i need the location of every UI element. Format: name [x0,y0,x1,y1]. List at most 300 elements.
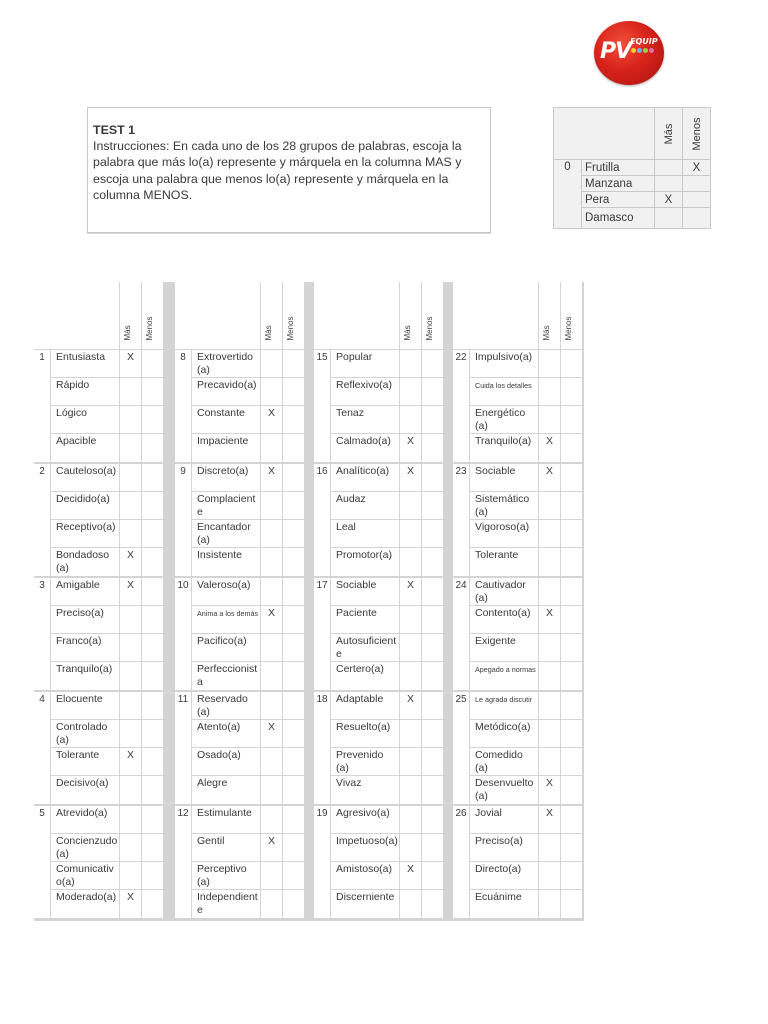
example-menos-cell[interactable] [683,176,711,192]
group-number: 8 [175,350,191,462]
word-label: Le agrada discutir [470,692,538,719]
mas-cell[interactable]: X [261,464,282,491]
word-label: Preciso(a) [51,606,119,633]
mas-cell[interactable] [400,834,421,861]
mas-cell[interactable] [261,662,282,690]
word-label: Independiente [192,890,260,918]
example-header-blank [554,108,655,160]
menos-cell[interactable] [142,350,163,377]
group-number: 24 [453,578,469,690]
word-label: Lógico [51,406,119,433]
menos-cell[interactable] [561,350,582,377]
word-label: Sociable [470,464,538,491]
example-word: Manzana [582,176,655,192]
mas-cell[interactable] [261,634,282,661]
word-label: Vigoroso(a) [470,520,538,547]
group-number: 18 [314,692,330,804]
mas-cell[interactable] [120,720,141,747]
header-mas [261,282,282,349]
menos-cell[interactable] [561,834,582,861]
word-label: Cautivador (a) [470,578,538,605]
menos-cell[interactable] [142,806,163,833]
mas-cell[interactable] [120,662,141,690]
mas-cell[interactable] [120,520,141,547]
word-label: Atento(a) [192,720,260,747]
mas-cell[interactable] [261,492,282,519]
word-label: Bondadoso (a) [51,548,119,576]
menos-cell[interactable] [422,464,443,491]
mas-cell[interactable] [120,606,141,633]
word-label: Valeroso(a) [192,578,260,605]
mas-cell[interactable] [120,806,141,833]
word-label: Tranquilo(a) [51,662,119,690]
menos-cell[interactable] [283,464,304,491]
menos-cell[interactable] [561,748,582,775]
menos-cell[interactable] [422,834,443,861]
mas-cell[interactable] [261,520,282,547]
mas-cell[interactable] [400,548,421,576]
word-label: Pacifico(a) [192,634,260,661]
group-number: 19 [314,806,330,918]
group-number: 11 [175,692,191,804]
menos-cell[interactable] [561,806,582,833]
header-label: Más [263,325,273,341]
menos-cell[interactable] [422,406,443,433]
word-label: Osado(a) [192,748,260,775]
mas-cell[interactable] [400,350,421,377]
menos-cell[interactable] [422,776,443,804]
menos-cell[interactable] [561,606,582,633]
mas-cell[interactable] [120,862,141,889]
menos-cell[interactable] [142,834,163,861]
example-menos-cell[interactable]: X [683,160,711,176]
group-number: 25 [453,692,469,804]
menos-cell[interactable] [422,350,443,377]
logo-dot [631,48,636,53]
menos-cell[interactable] [283,748,304,775]
menos-cell[interactable] [422,548,443,576]
mas-cell[interactable] [400,606,421,633]
word-label: Reflexivo(a) [331,378,399,405]
menos-cell[interactable] [422,662,443,690]
example-header-mas: Más [655,108,683,160]
menos-cell[interactable] [561,378,582,405]
menos-cell[interactable] [283,862,304,889]
word-label: Alegre [192,776,260,804]
menos-cell[interactable] [561,578,582,605]
menos-cell[interactable] [142,464,163,491]
word-label: Vivaz [331,776,399,804]
word-label: Discerniente [331,890,399,918]
mas-cell[interactable] [539,834,560,861]
mas-cell[interactable] [261,578,282,605]
mas-cell[interactable] [539,692,560,719]
mas-cell[interactable]: X [539,464,560,491]
mas-cell[interactable] [120,434,141,462]
header-menos [422,282,443,349]
group-number: 16 [314,464,330,576]
word-label: Impetuoso(a) [331,834,399,861]
word-label: Jovial [470,806,538,833]
menos-cell[interactable] [422,520,443,547]
group-number: 1 [34,350,50,462]
example-menos-cell[interactable] [683,192,711,208]
mas-cell[interactable] [120,378,141,405]
menos-cell[interactable] [561,692,582,719]
mas-cell[interactable] [539,662,560,690]
mas-cell[interactable] [539,406,560,433]
group-number: 9 [175,464,191,576]
word-label: Entusiasta [51,350,119,377]
menos-cell[interactable] [283,776,304,804]
mas-cell[interactable]: X [120,548,141,576]
word-label: Leal [331,520,399,547]
mas-cell[interactable]: X [539,776,560,804]
word-label: Estimulante [192,806,260,833]
mas-cell[interactable] [539,548,560,576]
group-number: 12 [175,806,191,918]
mas-cell[interactable] [400,748,421,775]
menos-cell[interactable] [561,492,582,519]
menos-cell[interactable] [283,662,304,690]
word-label: Receptivo(a) [51,520,119,547]
menos-cell[interactable] [283,606,304,633]
word-label: Decisivo(a) [51,776,119,804]
word-label: Perfeccionista [192,662,260,690]
mas-cell[interactable] [261,350,282,377]
word-label: Anima a los demás [192,606,260,633]
group-number: 22 [453,350,469,462]
logo-dot [643,48,648,53]
menos-cell[interactable] [422,434,443,462]
word-label: Insistente [192,548,260,576]
answer-grid [34,282,584,921]
header-label: Menos [424,316,434,341]
menos-cell[interactable] [283,434,304,462]
word-label: Cuida los detalles [470,378,538,405]
word-label: Rápido [51,378,119,405]
word-label: Tenaz [331,406,399,433]
mas-cell[interactable] [539,492,560,519]
mas-cell[interactable]: X [400,692,421,719]
example-mas-cell[interactable] [655,160,683,176]
instructions-box [87,107,491,233]
mas-cell[interactable] [539,748,560,775]
mas-cell[interactable]: X [539,606,560,633]
word-label: Contento(a) [470,606,538,633]
menos-cell[interactable] [422,692,443,719]
mas-cell[interactable]: X [120,350,141,377]
menos-cell[interactable] [561,862,582,889]
menos-cell[interactable] [561,720,582,747]
word-label: Complaciente [192,492,260,519]
header-menos [283,282,304,349]
word-label: Tranquilo(a) [470,434,538,462]
mas-cell[interactable] [261,434,282,462]
menos-cell[interactable] [422,492,443,519]
word-label: Apegado a normas [470,662,538,690]
word-label: Tolerante [470,548,538,576]
word-label: Impulsivo(a) [470,350,538,377]
example-mas-cell[interactable] [655,208,683,229]
word-label: Prevenido (a) [331,748,399,775]
mas-cell[interactable] [120,464,141,491]
menos-cell[interactable] [561,662,582,690]
mas-cell[interactable]: X [120,578,141,605]
menos-cell[interactable] [561,464,582,491]
word-label: Sistemático(a) [470,492,538,519]
mas-cell[interactable] [120,834,141,861]
menos-cell[interactable] [422,378,443,405]
menos-cell[interactable] [142,634,163,661]
menos-cell[interactable] [142,748,163,775]
mas-cell[interactable] [400,378,421,405]
word-label: Agresivo(a) [331,806,399,833]
word-label: Perceptivo (a) [192,862,260,889]
mas-cell[interactable] [539,378,560,405]
word-label: Exigente [470,634,538,661]
menos-cell[interactable] [422,606,443,633]
menos-cell[interactable] [561,434,582,462]
mas-cell[interactable] [261,776,282,804]
menos-cell[interactable] [283,692,304,719]
mas-cell[interactable] [120,776,141,804]
header-label: Menos [144,316,154,341]
mas-cell[interactable]: X [400,578,421,605]
group-number: 17 [314,578,330,690]
word-label: Discreto(a) [192,464,260,491]
menos-cell[interactable] [283,406,304,433]
word-label: Autosuficiente [331,634,399,661]
word-label: Promotor(a) [331,548,399,576]
word-label: Adaptable [331,692,399,719]
word-label: Ecuánime [470,890,538,918]
mas-cell[interactable] [539,520,560,547]
menos-cell[interactable] [142,492,163,519]
word-label: Popular [331,350,399,377]
menos-cell[interactable] [422,634,443,661]
word-label: Concienzudo(a) [51,834,119,861]
mas-cell[interactable] [400,720,421,747]
word-label: Extrovertido(a) [192,350,260,377]
menos-cell[interactable] [142,578,163,605]
menos-cell[interactable] [561,548,582,576]
menos-cell[interactable] [283,834,304,861]
menos-cell[interactable] [561,776,582,804]
word-label: Impaciente [192,434,260,462]
word-label: Franco(a) [51,634,119,661]
menos-cell[interactable] [422,890,443,918]
word-label: Analítico(a) [331,464,399,491]
mas-cell[interactable] [400,634,421,661]
mas-cell[interactable] [539,720,560,747]
word-label: Amigable [51,578,119,605]
group-number: 4 [34,692,50,804]
logo-text: PV [600,39,632,64]
instructions-text: Instrucciones: En cada uno de los 28 grupos de palabras, escoja la palabra que más lo(a) represente y márquela en la columna MAS y escoja una palabra que menos lo(a) represente y márquela en la columna MENOS. [93,139,462,202]
word-label: Amistoso(a) [331,862,399,889]
menos-cell[interactable] [283,806,304,833]
word-label: Precavido(a) [192,378,260,405]
mas-cell[interactable]: X [261,606,282,633]
mas-cell[interactable] [261,806,282,833]
mas-cell[interactable]: X [261,834,282,861]
example-number: 0 [554,160,582,229]
mas-cell[interactable] [400,776,421,804]
word-label: Cauteloso(a) [51,464,119,491]
header-label: Más [402,325,412,341]
mas-cell[interactable] [400,520,421,547]
word-label: Gentil [192,834,260,861]
mas-cell[interactable] [539,634,560,661]
mas-cell[interactable]: X [539,434,560,462]
mas-cell[interactable]: X [120,890,141,918]
group-number: 23 [453,464,469,576]
mas-cell[interactable]: X [400,434,421,462]
example-menos-cell[interactable] [683,208,711,229]
company-logo [594,21,664,85]
mas-cell[interactable] [261,378,282,405]
mas-cell[interactable] [400,806,421,833]
header-mas [400,282,421,349]
word-label: Directo(a) [470,862,538,889]
word-label: Apacible [51,434,119,462]
menos-cell[interactable] [283,578,304,605]
menos-cell[interactable] [283,548,304,576]
menos-cell[interactable] [142,862,163,889]
mas-cell[interactable]: X [539,806,560,833]
menos-cell[interactable] [142,606,163,633]
mas-cell[interactable] [261,692,282,719]
header-blank [34,282,119,349]
menos-cell[interactable] [283,492,304,519]
mas-cell[interactable] [261,748,282,775]
group-number: 3 [34,578,50,690]
menos-cell[interactable] [142,434,163,462]
mas-cell[interactable] [539,890,560,918]
word-label: Audaz [331,492,399,519]
header-blank [453,282,538,349]
menos-cell[interactable] [142,548,163,576]
word-label: Constante [192,406,260,433]
header-label: Más [122,325,132,341]
mas-cell[interactable]: X [120,748,141,775]
menos-cell[interactable] [422,806,443,833]
menos-cell[interactable] [142,406,163,433]
word-label: Energético (a) [470,406,538,433]
mas-cell[interactable]: X [261,720,282,747]
mas-cell[interactable] [400,492,421,519]
logo-dot [649,48,654,53]
example-mas-cell[interactable]: X [655,192,683,208]
mas-cell[interactable] [539,862,560,889]
menos-cell[interactable] [283,520,304,547]
test-title: TEST 1 [93,123,135,137]
header-blank [175,282,260,349]
mas-cell[interactable] [120,692,141,719]
word-label: Metódico(a) [470,720,538,747]
header-mas [120,282,141,349]
mas-cell[interactable] [539,578,560,605]
logo-dot [637,48,642,53]
mas-cell[interactable] [261,890,282,918]
menos-cell[interactable] [142,520,163,547]
header-menos [561,282,582,349]
example-mas-cell[interactable] [655,176,683,192]
mas-cell[interactable] [120,492,141,519]
mas-cell[interactable]: X [400,464,421,491]
example-table [553,107,711,229]
menos-cell[interactable] [422,862,443,889]
word-label: Tolerante [51,748,119,775]
mas-cell[interactable] [120,634,141,661]
menos-cell[interactable] [142,720,163,747]
word-label: Desenvuelto(a) [470,776,538,804]
header-blank [314,282,399,349]
mas-cell[interactable] [261,548,282,576]
header-label: Menos [563,316,573,341]
header-mas [539,282,560,349]
menos-cell[interactable] [142,662,163,690]
header-label: Más [541,325,551,341]
menos-cell[interactable] [422,578,443,605]
logo-dots [631,48,654,53]
word-label: Certero(a) [331,662,399,690]
mas-cell[interactable] [400,662,421,690]
group-number: 26 [453,806,469,918]
menos-cell[interactable] [283,378,304,405]
menos-cell[interactable] [142,692,163,719]
word-label: Paciente [331,606,399,633]
mas-cell[interactable]: X [400,862,421,889]
menos-cell[interactable] [283,720,304,747]
word-label: Comunicativo(a) [51,862,119,889]
group-number: 15 [314,350,330,462]
mas-cell[interactable]: X [261,406,282,433]
mas-cell[interactable] [400,406,421,433]
word-label: Comedido (a) [470,748,538,775]
menos-cell[interactable] [283,890,304,918]
menos-cell[interactable] [561,634,582,661]
menos-cell[interactable] [422,720,443,747]
word-label: Preciso(a) [470,834,538,861]
word-label: Sociable [331,578,399,605]
example-header-menos: Menos [683,108,711,160]
menos-cell[interactable] [422,748,443,775]
header-menos [142,282,163,349]
menos-cell[interactable] [561,520,582,547]
menos-cell[interactable] [561,406,582,433]
mas-cell[interactable] [261,862,282,889]
word-label: Encantador(a) [192,520,260,547]
word-label: Controlado (a) [51,720,119,747]
mas-cell[interactable] [120,406,141,433]
menos-cell[interactable] [142,776,163,804]
word-label: Reservado (a) [192,692,260,719]
menos-cell[interactable] [283,350,304,377]
menos-cell[interactable] [142,378,163,405]
logo-subtext: EQUIP [630,37,658,46]
mas-cell[interactable] [539,350,560,377]
menos-cell[interactable] [283,634,304,661]
example-word: Damasco [582,208,655,229]
mas-cell[interactable] [400,890,421,918]
menos-cell[interactable] [561,890,582,918]
group-number: 2 [34,464,50,576]
menos-cell[interactable] [142,890,163,918]
header-label: Menos [285,316,295,341]
word-label: Elocuente [51,692,119,719]
